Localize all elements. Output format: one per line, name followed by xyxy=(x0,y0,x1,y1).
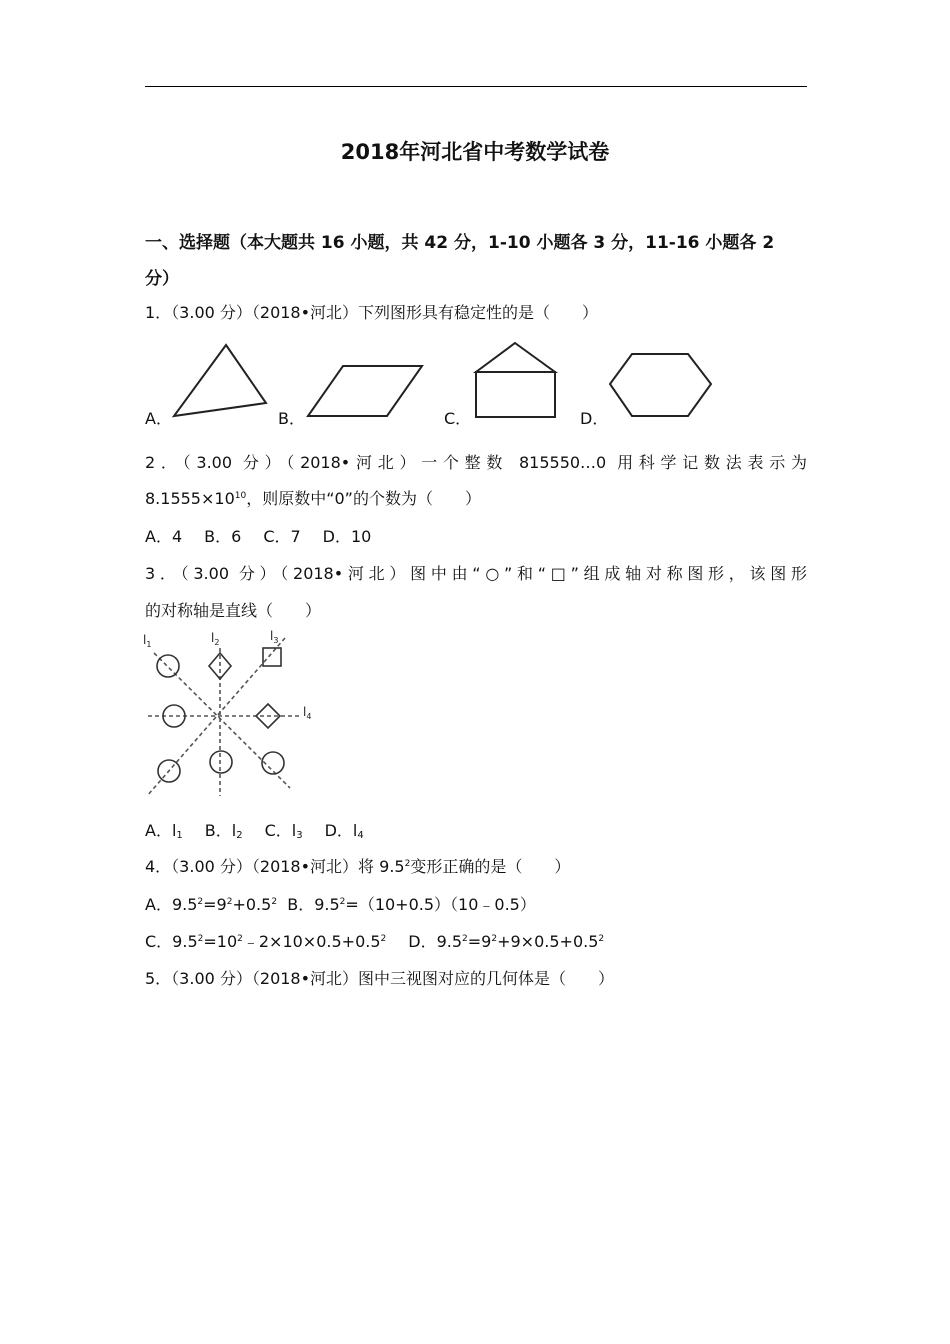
q3-option-a: A．$l_1$ xyxy=(145,821,183,841)
q1-option-c-label: C． xyxy=(444,409,472,428)
q2-number-exponent: 10 xyxy=(234,491,247,501)
question-1-text: 1．（3.00 分）（2018•河北）下列图形具有稳定性的是（ ） xyxy=(145,303,599,322)
question-4-options-cd xyxy=(145,929,604,952)
question-3-options xyxy=(145,818,364,841)
q2-number-base: 8.1555×10 xyxy=(145,489,235,508)
q4-option-c: C．$9.5^2=10^2﹣2\times 10\times 0.5+0.5^2$ xyxy=(145,932,387,951)
axis-l1-line xyxy=(154,653,290,788)
section-heading-line1: 一、选择题（本大题共 16 小题，共 42 分，1-10 小题各 3 分，11-16 小题各 2 xyxy=(145,233,775,253)
page-title: 2018年河北省中考数学试卷 xyxy=(340,140,610,164)
circle-mid-left xyxy=(163,705,185,727)
q1-option-a-label: A． xyxy=(145,409,172,428)
axis-label-l4: $l_4$ xyxy=(303,705,312,721)
axis-label-l3: $l_3$ xyxy=(270,629,279,645)
axis-label-l2: $l_2$ xyxy=(211,631,220,647)
question-2-line2 xyxy=(145,486,481,509)
q1-parallelogram-figure xyxy=(305,363,425,419)
question-3-line2: 的对称轴是直线（ ） xyxy=(145,601,322,620)
q3-option-d: D．$l_4$ xyxy=(324,821,364,841)
q2-question-tail: ，则原数中“0”的个数为（ ） xyxy=(246,489,481,508)
circle-top-left xyxy=(157,655,179,677)
question-3-line1: 3．（3.00 分）（2018•河北）图中由“○”和“□”组成轴对称图形，该图形 xyxy=(145,564,807,583)
q1-triangle-figure xyxy=(170,343,270,418)
question-2-line1: 2．（3.00 分）（2018•河北）一个整数 815550…0 用科学记数法表示为 xyxy=(145,453,807,472)
q1-option-b-label: B． xyxy=(278,409,305,428)
q2-option-a: A．4 xyxy=(145,527,183,546)
axis-label-l1: $l_1$ xyxy=(143,633,152,649)
q3-option-c: C．$l_3$ xyxy=(264,821,303,841)
q3-option-b: B．$l_2$ xyxy=(204,821,243,841)
square-top-right xyxy=(263,648,281,666)
question-2-options xyxy=(145,524,371,547)
question-4-options-ab xyxy=(145,892,536,915)
q1-option-d-label: D． xyxy=(580,409,609,428)
q4-option-d: D．$9.5^2=9^2+9\times 0.5+0.5^2$ xyxy=(408,932,605,951)
q1-house-figure xyxy=(473,340,559,420)
q4-option-b: B．$9.5^2=(10+0.5)(10﹣0.5)$ xyxy=(287,895,536,914)
q2-option-b: B．6 xyxy=(204,527,242,546)
header-rule xyxy=(145,86,807,87)
q2-option-c: C．7 xyxy=(263,527,301,546)
section-heading-line2: 分） xyxy=(145,269,179,289)
question-4-text: 4．（3.00 分）（2018•河北）将 $9.5^2$变形正确的是（ ） xyxy=(145,857,571,876)
q3-symmetry-figure xyxy=(140,628,320,800)
q4-option-a: A．$9.5^2=9^2+0.5^2$ xyxy=(145,895,278,914)
question-5-text: 5．（3.00 分）（2018•河北）图中三视图对应的几何体是（ ） xyxy=(145,969,615,988)
q2-option-d: D．10 xyxy=(322,527,372,546)
circle-bottom-center xyxy=(210,751,232,773)
q1-hexagon-figure xyxy=(607,352,715,420)
